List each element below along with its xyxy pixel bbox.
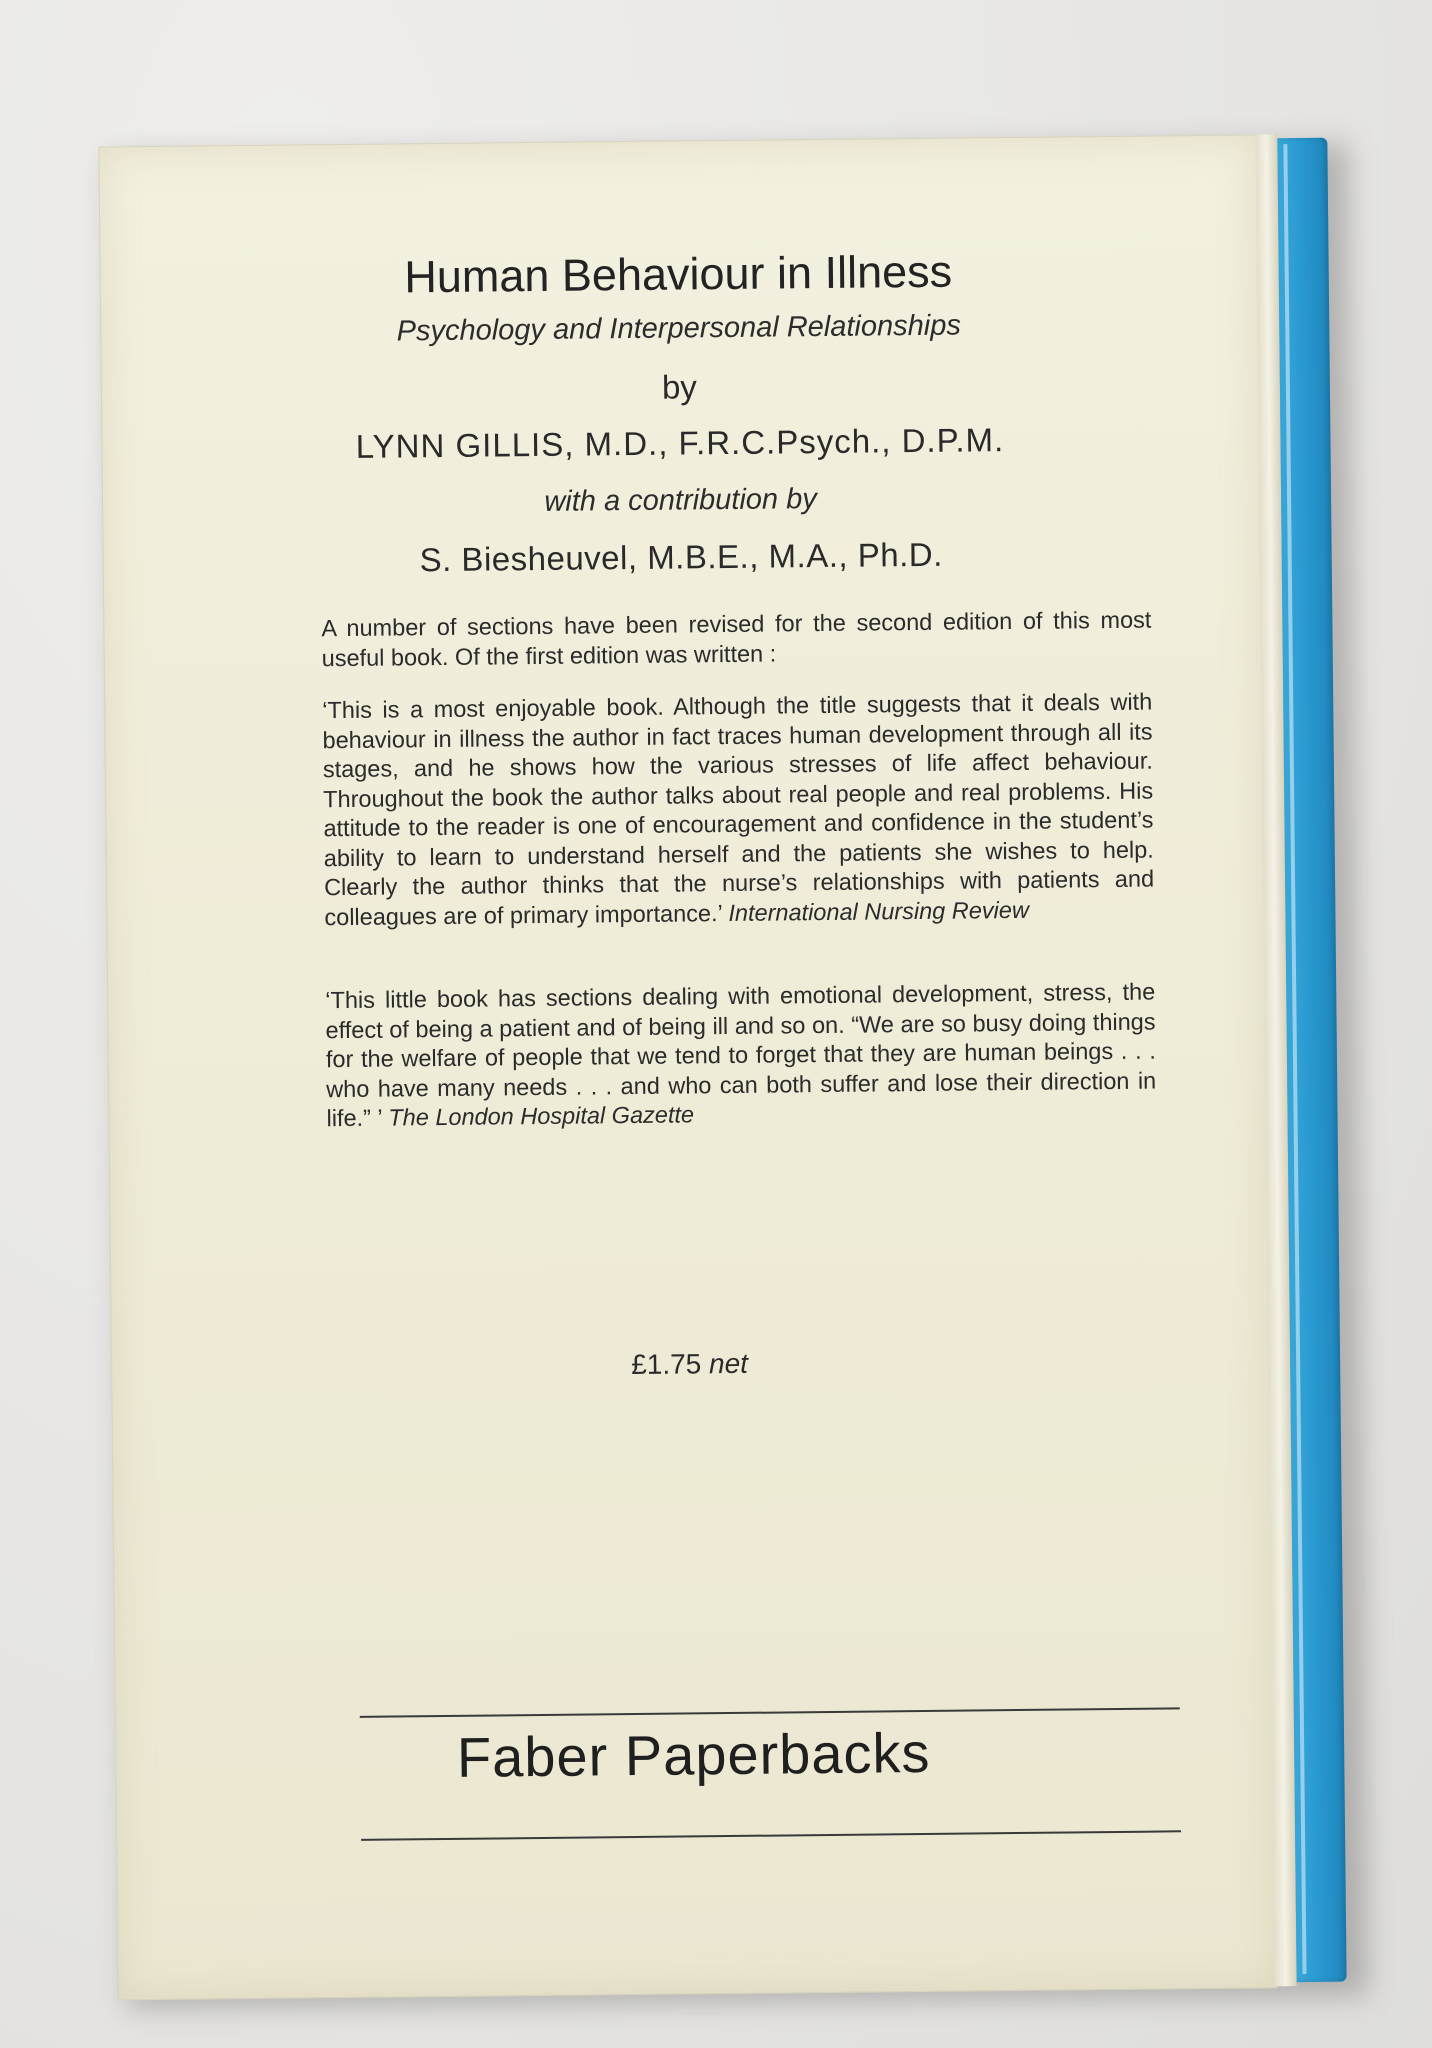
review-quote-1 bbox=[322, 688, 1154, 933]
publisher-rule-bottom bbox=[361, 1830, 1181, 1841]
book-title: Human Behaviour in Illness bbox=[404, 245, 953, 303]
cover-content bbox=[98, 134, 1274, 1998]
by-label: by bbox=[661, 368, 698, 406]
review-1-text: ‘This is a most enjoyable book. Although the title suggests that it deals with behaviour in illness the author in fact traces human development through all its stages, and he shows how the various stresses of life affect behaviour. Throughout the book the author talks about real people and real problems. His attitude to the reader is one of encouragement and confidence in the student’s ability to learn to understand herself and the patients she wishes to help. Clearly the author thinks that the nurse’s relationships with patients and colleagues are of primary importance.’ bbox=[322, 688, 1155, 930]
book-back-cover bbox=[98, 134, 1359, 1999]
review-quote-2 bbox=[325, 978, 1156, 1134]
contribution-label: with a contribution by bbox=[544, 483, 817, 518]
price-amount: £1.75 bbox=[631, 1348, 702, 1381]
review-2-source: The London Hospital Gazette bbox=[388, 1101, 695, 1131]
publisher-rule-top bbox=[360, 1707, 1180, 1718]
contributor-name: S. Biesheuvel, M.B.E., M.A., Ph.D. bbox=[419, 535, 943, 579]
price-label bbox=[111, 1342, 1268, 1386]
price-suffix: net bbox=[708, 1347, 749, 1380]
author-name: LYNN GILLIS, M.D., F.R.C.Psych., D.P.M. bbox=[355, 421, 1005, 465]
review-2-text: ‘This little book has sections dealing with emotional development, stress, the effect of being a patient and of being ill and so on. “We are so busy doing things for the welfare of people that we tend to forget that they are human beings . . . who have many needs . . . and who can both suffer and lose their direction in life.” ’ bbox=[325, 978, 1157, 1132]
blurb-intro: A number of sections have been revised for the second edition of this most useful book. Of the first edition was written : bbox=[321, 606, 1152, 671]
book-subtitle: Psychology and Interpersonal Relationships bbox=[396, 309, 962, 348]
publisher-name: Faber Paperbacks bbox=[456, 1720, 931, 1789]
review-1-source: International Nursing Review bbox=[728, 896, 1029, 926]
